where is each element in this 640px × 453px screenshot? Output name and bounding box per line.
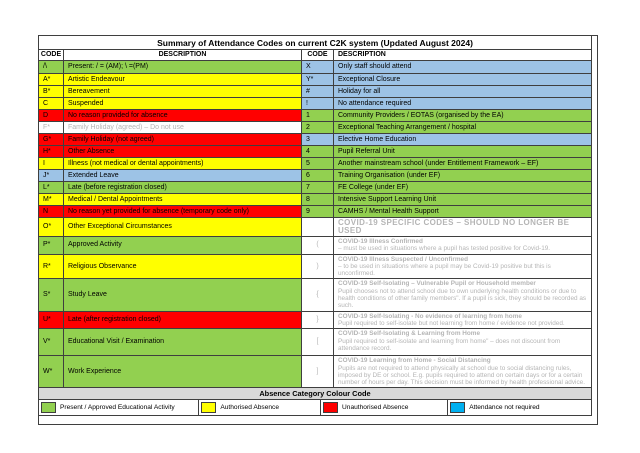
legend-title: Absence Category Colour Code <box>39 388 592 400</box>
code-cell: I <box>39 158 64 170</box>
description-cell: No attendance required <box>334 98 592 110</box>
legend-swatch <box>450 402 465 413</box>
description-cell: Medical / Dental Appointments <box>64 194 302 206</box>
legend-swatch <box>41 402 56 413</box>
description-cell: Exceptional Closure <box>334 74 592 86</box>
description-cell: Family Holiday (not agreed) <box>64 134 302 146</box>
covid-text: Pupil required to self-isolate but not learning from home / evidence not provided. <box>338 319 565 327</box>
code-cell: U* <box>39 312 64 330</box>
page-title: Summary of Attendance Codes on current C2K system (Updated August 2024) <box>39 36 592 50</box>
code-cell: ( <box>302 237 334 255</box>
description-cell: Family Holiday (agreed) – Do not use <box>64 122 302 134</box>
covid-text: Pupil chooses not to attend school due to own underlying health conditions or due to health conditions of other family members". If a pupil is sick, they should be recorded as such. <box>338 287 587 310</box>
legend-item <box>321 400 448 415</box>
code-cell: 6 <box>302 170 334 182</box>
table-row <box>39 356 592 388</box>
code-cell: [ <box>302 329 334 356</box>
table-row <box>39 329 592 356</box>
code-cell: 4 <box>302 146 334 158</box>
legend-title-row <box>39 388 592 400</box>
code-cell: R* <box>39 255 64 280</box>
description-cell: Intensive Support Learning Unit <box>334 194 592 206</box>
table-row <box>39 146 592 158</box>
code-cell: S* <box>39 279 64 311</box>
table-row <box>39 170 592 182</box>
description-cell: Bereavement <box>64 86 302 98</box>
description-cell: Only staff should attend <box>334 61 592 74</box>
description-cell: Elective Home Education <box>334 134 592 146</box>
description-cell: FE College (under EF) <box>334 182 592 194</box>
covid-text: Pupil required to self-isolate and learning from home" – does not discount from attendance record. <box>338 337 561 352</box>
column-header-description-right: DESCRIPTION <box>334 50 592 61</box>
description-cell: No reason provided for absence <box>64 110 302 122</box>
code-cell: # <box>302 86 334 98</box>
description-cell <box>334 329 592 356</box>
covid-title: COVID-19 Self-Isolating & Learning from Home <box>338 330 481 338</box>
code-cell: W* <box>39 356 64 388</box>
description-cell: Present: / = (AM); \ =(PM) <box>64 61 302 74</box>
code-cell: P* <box>39 237 64 255</box>
table-row <box>39 182 592 194</box>
description-cell <box>334 237 592 255</box>
covid-title: COVID-19 Self-Isolating - No evidence of learning from home <box>338 312 522 320</box>
description-cell: Community Providers / EOTAS (organised by the EA) <box>334 110 592 122</box>
description-cell: Study Leave <box>64 279 302 311</box>
description-cell <box>334 312 592 330</box>
description-cell: Another mainstream school (under Entitlement Framework – EF) <box>334 158 592 170</box>
table-body <box>39 61 592 388</box>
code-cell: 9 <box>302 206 334 218</box>
table-row <box>39 279 592 311</box>
table-row <box>39 206 592 218</box>
table-row <box>39 194 592 206</box>
description-cell: Other Absence <box>64 146 302 158</box>
covid-text: – to be used in situations where a pupil may be Covid-19 positive but this is unconfirmed. <box>338 262 551 278</box>
table-row <box>39 98 592 110</box>
code-cell: D <box>39 110 64 122</box>
table-row <box>39 110 592 122</box>
code-cell: 8 <box>302 194 334 206</box>
legend-item <box>199 400 321 415</box>
code-cell: F* <box>39 122 64 134</box>
description-cell: Holiday for all <box>334 86 592 98</box>
covid-title: COVID-19 Self-Isolating – Vulnerable Pupil or Household member <box>338 280 536 288</box>
description-cell: Work Experience <box>64 356 302 388</box>
column-header-row <box>39 50 592 61</box>
covid-section-header: COVID-19 SPECIFIC CODES – SHOULD NO LONGER BE USED <box>334 218 592 237</box>
table-row <box>39 218 592 237</box>
description-cell <box>334 356 592 388</box>
code-cell: 7 <box>302 182 334 194</box>
description-cell: Exceptional Teaching Arrangement / hospital <box>334 122 592 134</box>
code-cell: { <box>302 279 334 311</box>
code-cell: 1 <box>302 110 334 122</box>
code-cell: B* <box>39 86 64 98</box>
legend-row <box>39 400 592 416</box>
code-cell: 2 <box>302 122 334 134</box>
description-cell: Approved Activity <box>64 237 302 255</box>
legend-label: Present / Approved Educational Activity <box>60 404 175 412</box>
table-row <box>39 237 592 255</box>
description-cell: Religious Observance <box>64 255 302 280</box>
code-cell: L* <box>39 182 64 194</box>
covid-text: – must be used in situations where a pupil has tested positive for Covid-19. <box>338 245 551 253</box>
covid-text: Pupils are not required to attend physically at school due to social distancing rules, imposed by DE or school. E.g. pupils required to attend on certain days or for a certain number of hours per day. This decision must be informed by health professional advice. <box>338 364 585 387</box>
table-row <box>39 86 592 98</box>
code-cell: H* <box>39 146 64 158</box>
description-cell: CAMHS / Mental Health Support <box>334 206 592 218</box>
column-header-code-right: CODE <box>302 50 334 61</box>
attendance-codes-table <box>38 35 598 425</box>
description-cell: Training Organisation (under EF) <box>334 170 592 182</box>
code-cell: A* <box>39 74 64 86</box>
code-cell: 5 <box>302 158 334 170</box>
code-cell: Y* <box>302 74 334 86</box>
code-cell: J* <box>39 170 64 182</box>
table-row <box>39 134 592 146</box>
description-cell <box>334 255 592 280</box>
description-cell: Pupil Referral Unit <box>334 146 592 158</box>
covid-title: COVID-19 Illness Confirmed <box>338 238 423 245</box>
description-cell: Extended Leave <box>64 170 302 182</box>
code-cell: 3 <box>302 134 334 146</box>
code-cell: X <box>302 61 334 74</box>
table-row <box>39 74 592 86</box>
description-cell: No reason yet provided for absence (temporary code only) <box>64 206 302 218</box>
legend-label: Attendance not required <box>469 404 540 412</box>
title-row <box>39 36 592 50</box>
code-cell: ) <box>302 255 334 280</box>
code-cell: G* <box>39 134 64 146</box>
description-cell <box>334 279 592 311</box>
legend-swatch <box>201 402 216 413</box>
table-row <box>39 122 592 134</box>
table-row <box>39 61 592 74</box>
code-cell: N <box>39 206 64 218</box>
description-cell: Educational Visit / Examination <box>64 329 302 356</box>
table-row <box>39 312 592 330</box>
column-header-code-left: CODE <box>39 50 64 61</box>
table-row <box>39 255 592 280</box>
covid-title: COVID-19 Illness Suspected / Unconfirmed <box>338 255 468 263</box>
description-cell: Artistic Endeavour <box>64 74 302 86</box>
description-cell: Late (after registration closed) <box>64 312 302 330</box>
description-cell: Late (before registration closed) <box>64 182 302 194</box>
code-cell <box>302 218 334 237</box>
table-row <box>39 158 592 170</box>
legend-item <box>39 400 199 415</box>
description-cell: Suspended <box>64 98 302 110</box>
code-cell: ] <box>302 356 334 388</box>
legend-item <box>448 400 592 415</box>
column-header-description-left: DESCRIPTION <box>64 50 302 61</box>
covid-title: COVID-19 Learning from Home - Social Distancing <box>338 357 491 365</box>
code-cell: V* <box>39 329 64 356</box>
code-cell: M* <box>39 194 64 206</box>
code-cell: C <box>39 98 64 110</box>
description-cell: Illness (not medical or dental appointments) <box>64 158 302 170</box>
legend-label: Authorised Absence <box>220 404 280 412</box>
code-cell: O* <box>39 218 64 237</box>
code-cell: /\ <box>39 61 64 74</box>
code-cell: } <box>302 312 334 330</box>
code-cell: ! <box>302 98 334 110</box>
legend-label: Unauthorised Absence <box>342 404 409 412</box>
legend-swatch <box>323 402 338 413</box>
description-cell: Other Exceptional Circumstances <box>64 218 302 237</box>
